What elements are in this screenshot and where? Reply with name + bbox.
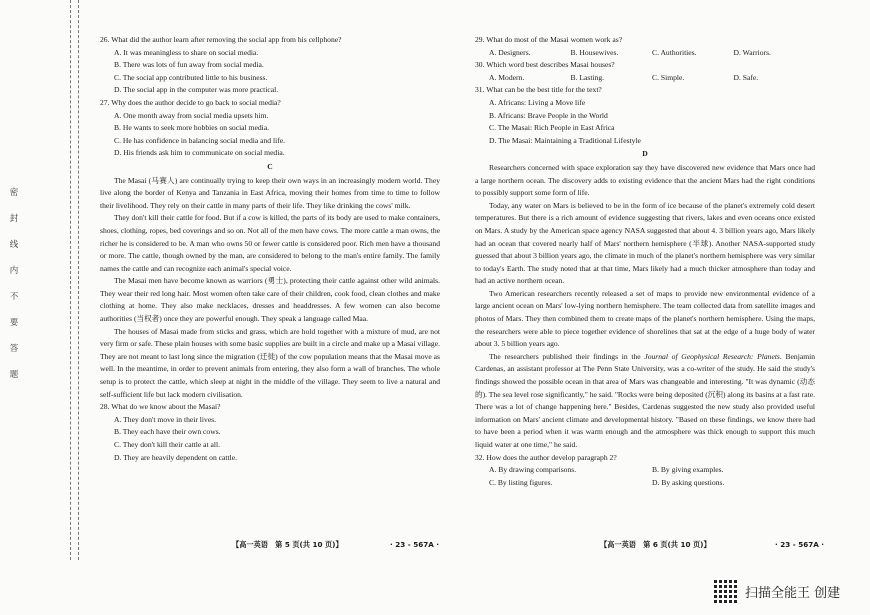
option: C. The social app contributed little to his business. [114, 72, 268, 82]
qr-code-icon [712, 578, 738, 604]
passage-paragraph: The Masai men have become known as warriors (勇士), protecting their cattle against other wild animals. They wear their red long hair. Most women often take care of their children, cook food, clean clothes and make clothing at home. They also make necklaces, dresses and headdresses. A few women can also become authorities (当权者) once they are powerful enough. They speak a language called Maa. [100, 276, 440, 324]
passage-paragraph: The houses of Masai made from sticks and grass, which are hold together with a mixture of mud, are not very firm or safe. These plain houses with some basic supplies are built in a circle and make up a Masai village. They are not meant to last long since the migration (迁徙) of the cow population means that the Masai move as well. In the meantime, in order to prevent animals from entering, they also form a wall of branches. The whole setup is to protect the cattle, which sleep at night in the middle of the village. They seem to live a natural and self-sufficient life but lack modern civilisation. [100, 326, 440, 399]
option: D. Safe. [733, 72, 759, 82]
gutter-text: 密 封 线 内 不 要 答 题 [9, 188, 19, 380]
option: C. They don't kill their cattle at all. [114, 440, 221, 449]
option: B. Lasting. [570, 72, 605, 82]
question-28: 28. What do we know about the Masai? [100, 402, 221, 412]
passage-paragraph: They don't kill their cattle for food. But if a cow is killed, the parts of its body are used to make containers, shoes, clothing, ropes, bed coverings and so on. Not all of the men have cows. The more cattle a man owns, the richer he is considered to be. A man who owns 50 or fewer cattle is considered poor. Rich men have a thousand or more. The cattle, though owned by the man, are considered to belong to the man's entire family. The family names the cattle and can recognize each animal's special voice. [100, 213, 440, 273]
left-column [100, 34, 440, 464]
option: D. By asking questions. [652, 477, 725, 487]
page-footer-code: · 23 - 567A · [390, 540, 440, 549]
question-27: 27. Why does the author decide to go back to social media? [100, 97, 281, 107]
page-footer-title: 【高一英语 第 5 页(共 10 页)】 [232, 540, 343, 549]
option: D. His friends ask him to communicate on social media. [114, 148, 285, 158]
option: B. They each have their own cows. [114, 427, 221, 437]
option: D. They are heavily dependent on cattle. [114, 452, 237, 462]
option: C. Authorities. [652, 47, 697, 57]
gutter-line [70, 0, 71, 560]
page-footer-code: · 23 - 567A · [775, 540, 825, 549]
scanner-watermark: 扫描全能王 创建 [745, 586, 841, 601]
option: C. The Masai: Rich People in East Africa [489, 123, 615, 133]
passage-paragraph: Researchers concerned with space exploration say they have discovered new evidence that Mars once had a large northern ocean. The discovery adds to existing evidence that the ancient Mars had the right conditions to possibly support some form of life. [475, 162, 815, 198]
option: B. Africans: Brave People in the World [489, 110, 608, 120]
options-row [489, 464, 815, 477]
section-d-title: D [642, 149, 648, 159]
question-30: 30. Which word best describes Masai houses? [475, 60, 615, 70]
option: B. Housewives. [570, 47, 619, 57]
options-row [489, 477, 815, 490]
option: A. One month away from social media upsets him. [114, 110, 269, 120]
option: A. By drawing comparisons. [489, 465, 577, 475]
passage-paragraph: Today, any water on Mars is believed to be in the form of ice because of the planet's extremely cold desert temperatures. But there is a rich amount of evidence suggesting that rivers, lakes and even oceans once existed on Mars. A study by the American space agency NASA suggested that about 4. 3 billion years ago, Mars likely had an ocean that covered nearly half of Mars' northern hemisphere (半球). Another NASA-supported study guessed that about 3 billion years ago, the climate in much of the planet's northern hemisphere was very similar to today's Earth. The study noted that at that time, Mars likely had a much thicker atmosphere than today and had an active northern ocean. [475, 200, 815, 286]
option: C. By listing figures. [489, 477, 553, 487]
option: A. Africans: Living a Move life [489, 97, 586, 107]
option: A. Designers. [489, 47, 531, 57]
question-31: 31. What can be the best title for the text? [475, 85, 602, 95]
page-footer-title: 【高一英语 第 6 页(共 10 页)】 [600, 540, 711, 549]
right-column [475, 34, 815, 489]
option: A. They don't move in their lives. [114, 414, 217, 424]
gutter-line [78, 0, 79, 560]
passage-paragraph: Two American researchers recently released a set of maps to provide new environmental evidence of a large ancient ocean on Mars' low-lying northern hemisphere. The team collected data from satellite images and photos of Mars. They then combined them to create maps of the planet's northern hemisphere. Using the maps, the researchers were able to piece together evidence of shorelines that sat at the edge of a huge body of water about 3. 5 billion years ago. [475, 288, 815, 349]
journal-title: Journal of Geophysical Research: Planets [644, 351, 780, 361]
option: D. The Masai: Maintaining a Traditional Lifestyle [489, 135, 641, 145]
option: A. Modern. [489, 72, 525, 82]
option: B. There was lots of fun away from social media. [114, 60, 264, 70]
options-row [489, 47, 815, 60]
option: C. Simple. [652, 72, 685, 82]
question-29: 29. What do most of the Masai women work as? [475, 35, 623, 44]
options-row [489, 72, 815, 85]
passage-paragraph [475, 351, 815, 452]
option: B. By giving examples. [652, 465, 724, 475]
option: C. He has confidence in balancing social media and life. [114, 135, 286, 145]
option: D. The social app in the computer was more practical. [114, 85, 279, 95]
question-32: 32. How does the author develop paragraph 2? [475, 452, 617, 462]
question-26: 26. What did the author learn after removing the social app from his cellphone? [100, 35, 342, 44]
section-c-title: C [267, 161, 273, 171]
option: B. He wants to seek more hobbies on social media. [114, 123, 270, 133]
option: A. It was meaningless to share on social media. [114, 47, 259, 57]
passage-paragraph: The Masai (马赛人) are continually trying to keep their own ways in an increasingly modern world. They live along the border of Kenya and Tanzania in East Africa, moving their homes from time to time to follow their livelihood. They rely on their cattle in many parts of their life. They like drinking the cows' milk. [100, 175, 440, 210]
option: D. Warriors. [733, 47, 771, 57]
paragraph-text: The researchers published their findings in the [489, 351, 645, 361]
paragraph-text: . Benjamin Cardenas, an assistant professor at The Penn State University, was a co-writer of the study. He said the study's findings showed the possible ocean in that area of Mars was changeable and interesting. "It was dynamic (动态的). The sea level rose significantly," he said. "Rocks were being deposited (沉积) along its basins at a fast rate. There was a lot of change happening here." Besides, Cardenas suggested the new study also provided useful information on Mars' ancient climate and developmental history. "Based on these findings, we know there had to have been a period when it was warm enough and the atmosphere was thick enough to support this much liquid water at one time," he said. [475, 351, 816, 449]
